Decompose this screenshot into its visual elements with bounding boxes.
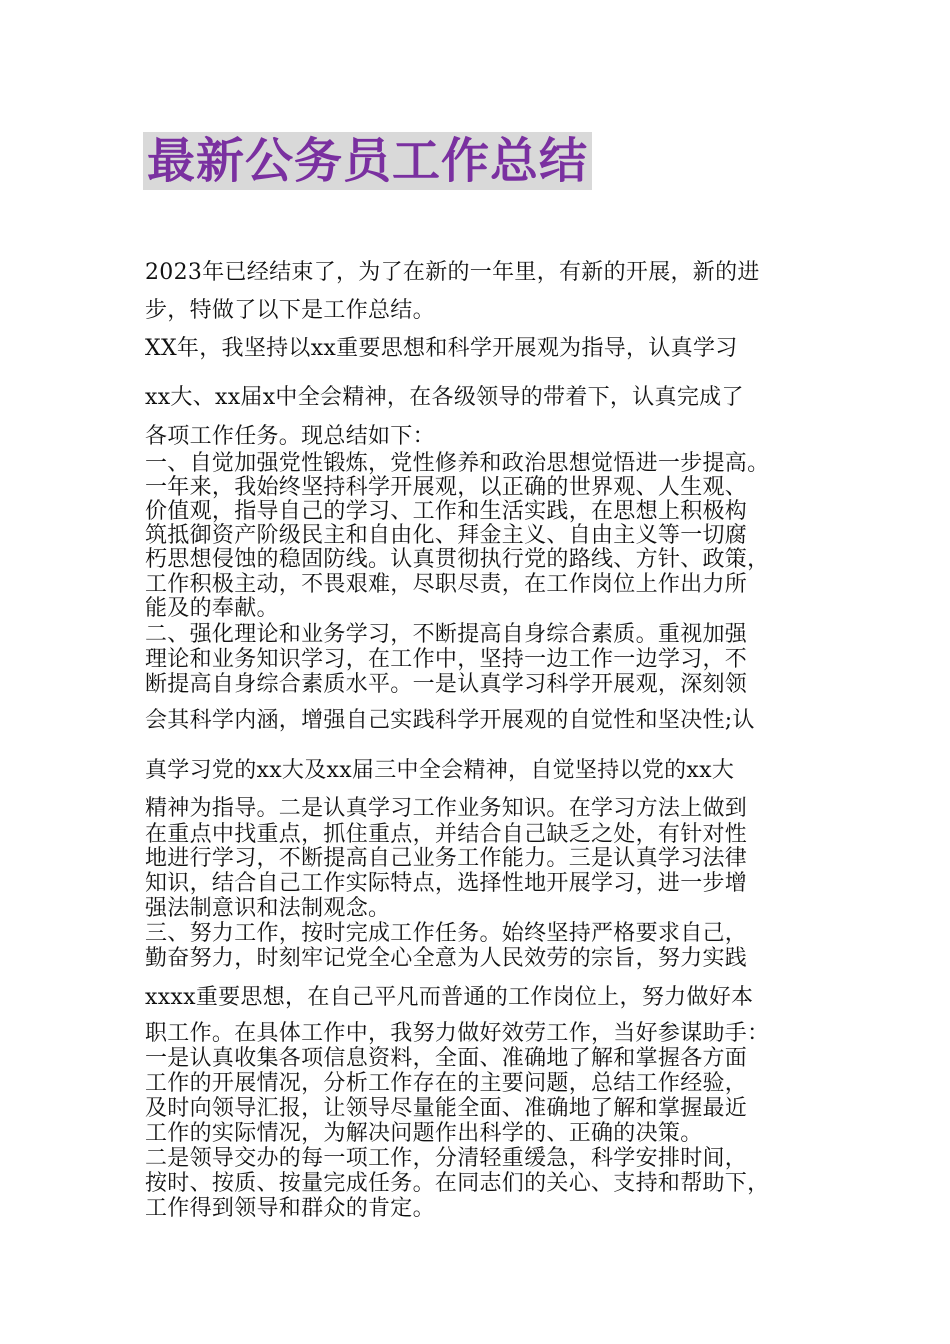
body-line: 三、努力工作，按时完成工作任务。始终坚持严格要求自己， xyxy=(145,921,748,946)
body-line: 一、自觉加强党性锻炼，党性修养和政治思想觉悟进一步提高。 xyxy=(145,451,770,476)
body-line: 知识，结合自己工作实际特点，选择性地开展学习，进一步增 xyxy=(145,871,748,896)
body-line: 一年来，我始终坚持科学开展观，以正确的世界观、人生观、 xyxy=(145,475,748,500)
body-line: 地进行学习，不断提高自己业务工作能力。三是认真学习法律 xyxy=(145,846,748,871)
body-line: 二、强化理论和业务学习，不断提高自身综合素质。重视加强 xyxy=(145,622,748,647)
body-line: 职工作。在具体工作中，我努力做好效劳工作，当好参谋助手： xyxy=(145,1021,770,1046)
body-line: 及时向领导汇报，让领导尽量能全面、准确地了解和掌握最近 xyxy=(145,1096,748,1121)
document-title: 最新公务员工作总结 xyxy=(147,133,589,189)
body-line: 各项工作任务。现总结如下： xyxy=(145,424,435,449)
body-line: 理论和业务知识学习，在工作中，坚持一边工作一边学习，不 xyxy=(145,647,748,672)
body-line: 筑抵御资产阶级民主和自由化、拜金主义、自由主义等一切腐 xyxy=(145,523,748,548)
body-line: 真学习党的xx大及xx届三中全会精神，自觉坚持以党的xx大 xyxy=(145,758,735,783)
body-line: xx大、xx届x中全会精神，在各级领导的带着下，认真完成了 xyxy=(145,385,744,410)
body-line: 按时、按质、按量完成任务。在同志们的关心、支持和帮助下， xyxy=(145,1171,770,1196)
body-line: 能及的奉献。 xyxy=(145,596,279,621)
body-line: 工作得到领导和群众的肯定。 xyxy=(145,1196,435,1221)
body-line: 2023年已经结束了，为了在新的一年里，有新的开展，新的进 xyxy=(145,260,760,285)
body-line: XX年，我坚持以xx重要思想和科学开展观为指导，认真学习 xyxy=(145,336,738,361)
body-line: 在重点中找重点，抓住重点，并结合自己缺乏之处，有针对性 xyxy=(145,822,748,847)
body-line: 价值观，指导自己的学习、工作和生活实践，在思想上积极构 xyxy=(145,499,748,524)
title-highlight xyxy=(143,132,592,190)
body-line: 精神为指导。二是认真学习工作业务知识。在学习方法上做到 xyxy=(145,796,748,821)
body-line: 工作的开展情况，分析工作存在的主要问题，总结工作经验， xyxy=(145,1071,748,1096)
body-line: 勤奋努力，时刻牢记党全心全意为人民效劳的宗旨，努力实践 xyxy=(145,946,748,971)
body-line: 二是领导交办的每一项工作，分清轻重缓急，科学安排时间， xyxy=(145,1146,748,1171)
body-line: 会其科学内涵，增强自己实践科学开展观的自觉性和坚决性;认 xyxy=(145,708,755,733)
body-line: xxxx重要思想，在自己平凡而普通的工作岗位上，努力做好本 xyxy=(145,985,754,1010)
body-line: 步，特做了以下是工作总结。 xyxy=(145,298,435,323)
body-line: 一是认真收集各项信息资料，全面、准确地了解和掌握各方面 xyxy=(145,1046,748,1071)
body-line: 断提高自身综合素质水平。一是认真学习科学开展观，深刻领 xyxy=(145,672,748,697)
body-line: 强法制意识和法制观念。 xyxy=(145,896,391,921)
body-line: 朽思想侵蚀的稳固防线。认真贯彻执行党的路线、方针、政策， xyxy=(145,547,770,572)
body-line: 工作的实际情况，为解决问题作出科学的、正确的决策。 xyxy=(145,1121,703,1146)
body-line: 工作积极主动，不畏艰难，尽职尽责，在工作岗位上作出力所 xyxy=(145,572,748,597)
